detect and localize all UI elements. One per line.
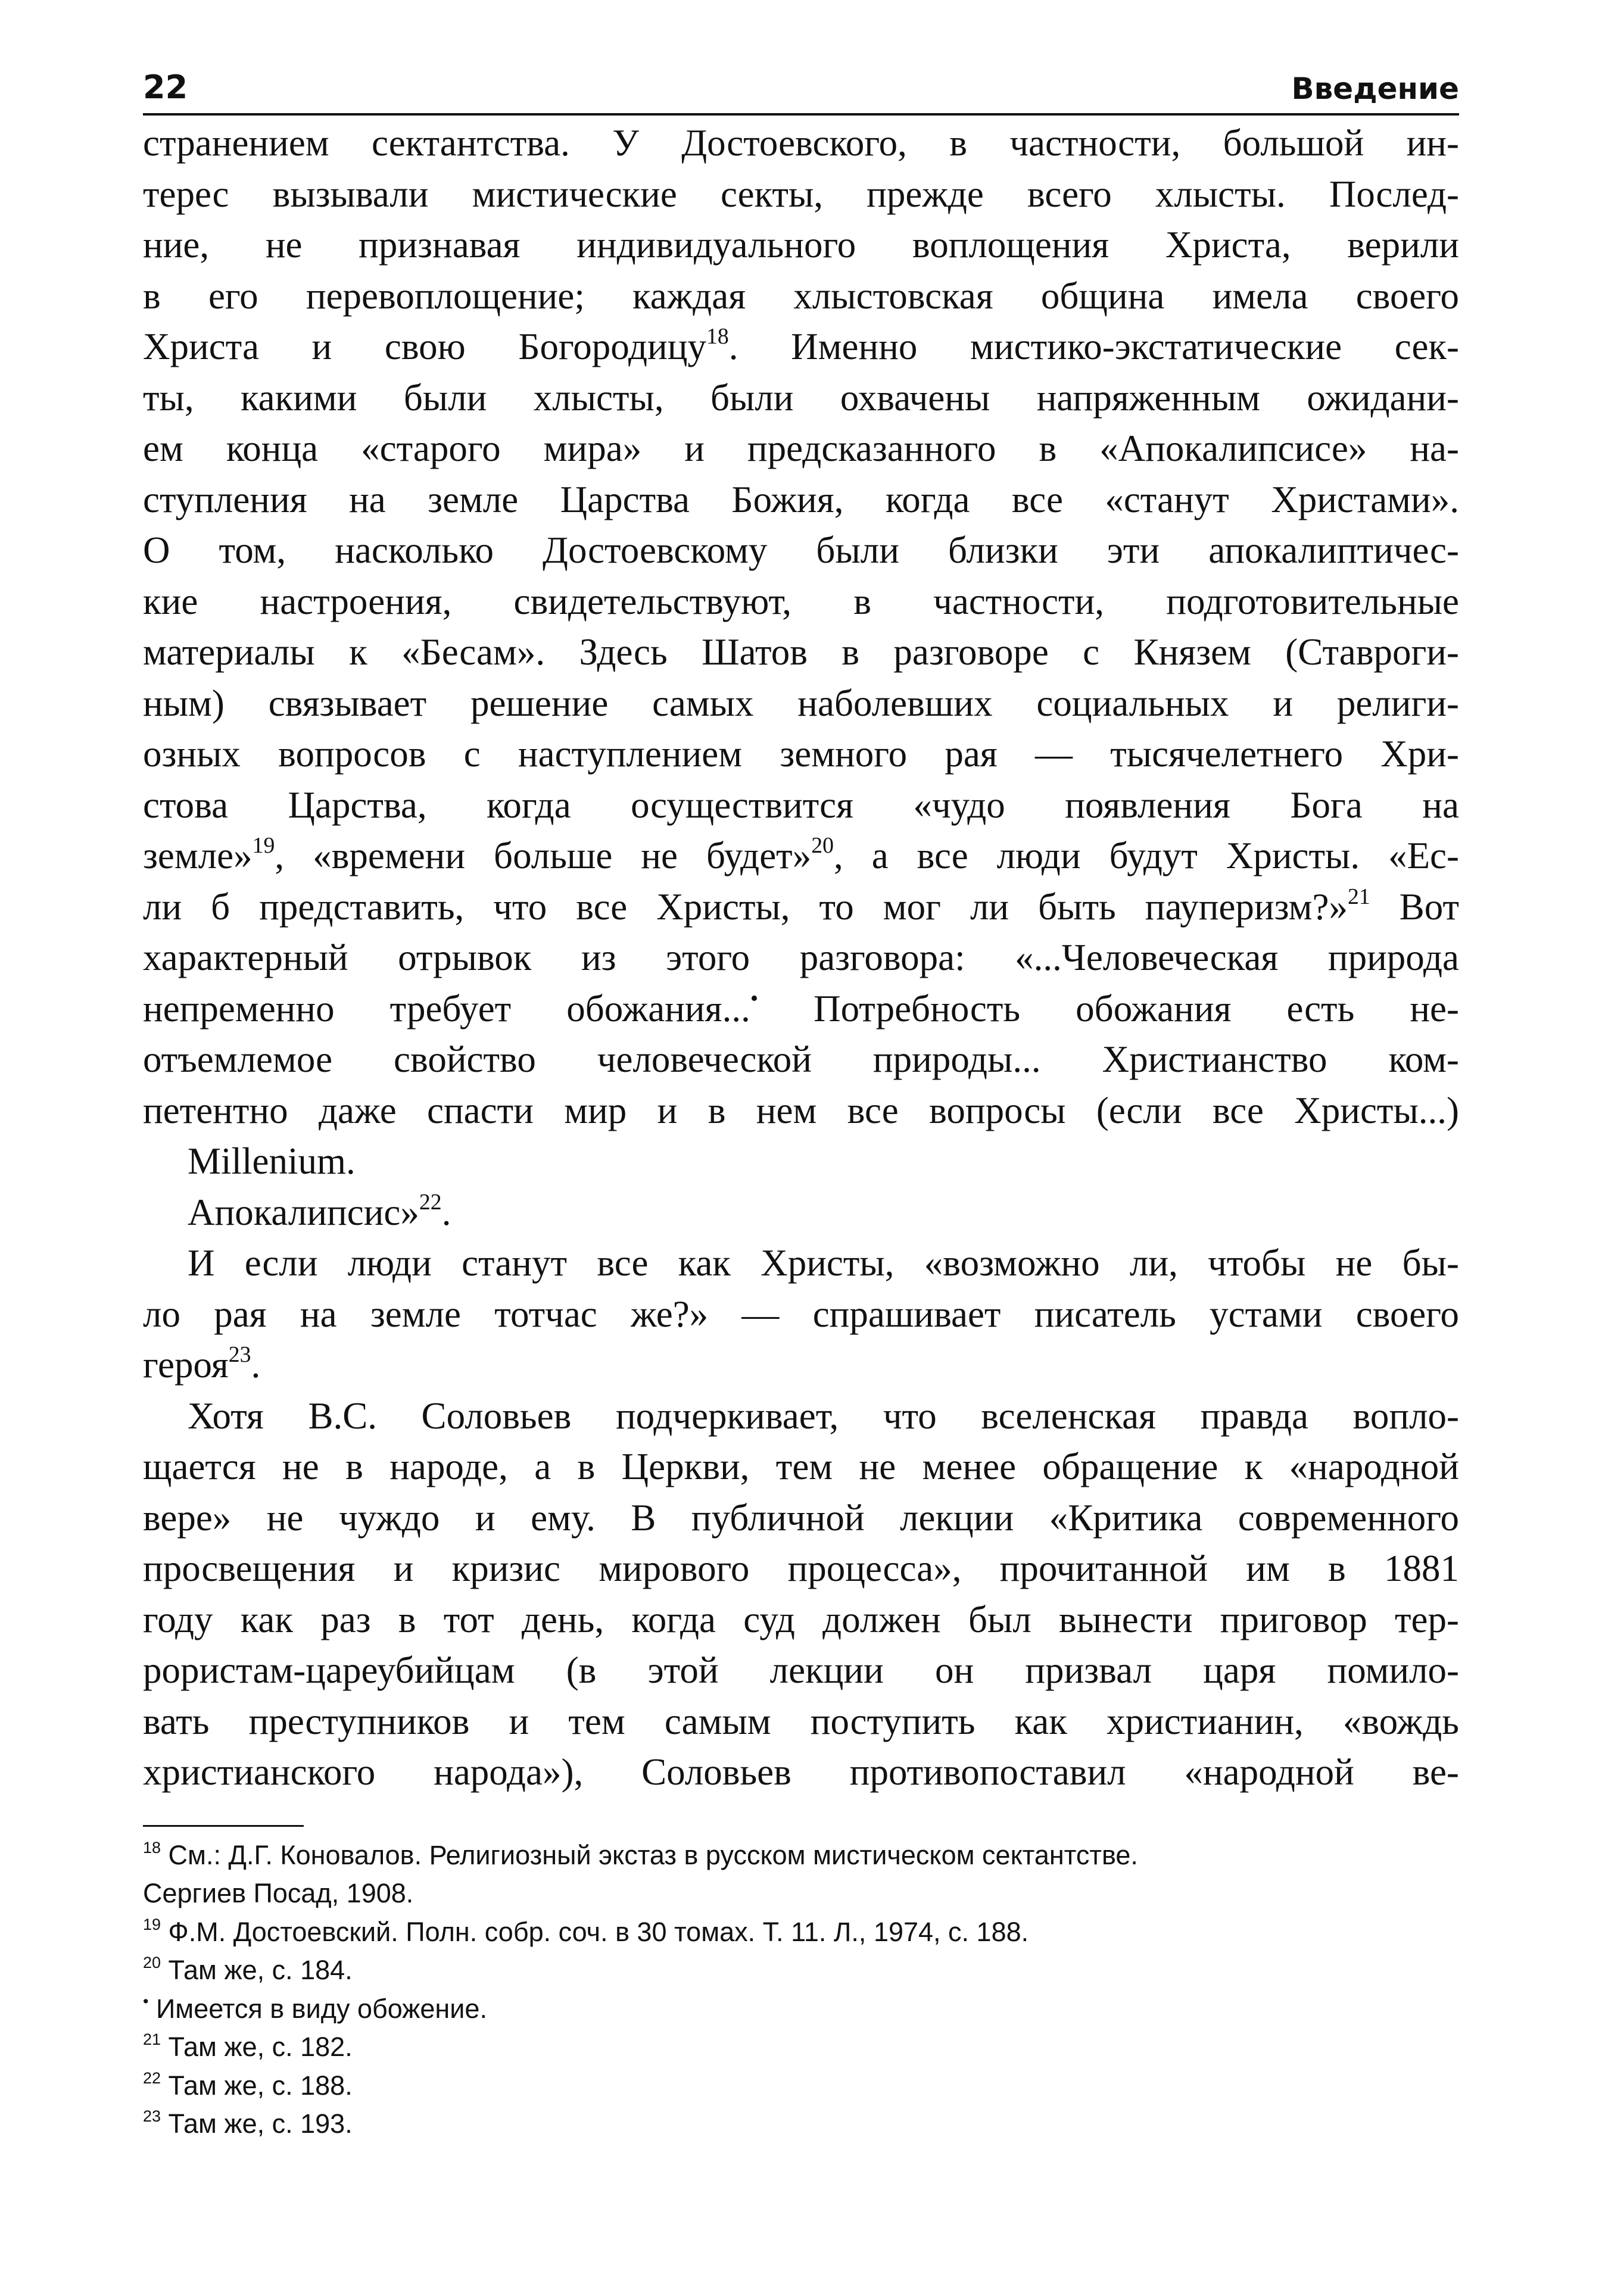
page-number: 22	[143, 68, 188, 106]
text-line	[143, 322, 1459, 373]
footnote-mark: 22	[143, 2069, 161, 2087]
footnote-text: Сергиев Посад, 1908.	[143, 1878, 414, 1908]
text-line: году как раз в тот день, когда суд должен был вынести приговор тер-	[143, 1598, 1459, 1640]
text-line: стова Царства, когда осуществится «чудо появления Бога на	[143, 784, 1459, 826]
footnote-mark: 20	[143, 1954, 161, 1972]
text-segment: непременно требует обожания...	[143, 987, 750, 1030]
text-line: вать преступников и тем самым поступить как христианин, «вождь	[143, 1700, 1459, 1742]
text-line: ным) связывает решение самых наболевших социальных и религи-	[143, 682, 1459, 724]
text-segment: , а все люди будут Христы. «Ес-	[834, 835, 1459, 876]
text-line: материалы к «Бесам». Здесь Шатов в разговоре с Князем (Ставроги-	[143, 631, 1459, 673]
footnote-ref: 22	[419, 1189, 442, 1215]
text-line: озных вопросов с наступлением земного рая — тысячелетнего Хри-	[143, 733, 1459, 775]
footnote-text: Там же, с. 182.	[161, 2032, 353, 2062]
footnote-ref: 21	[1347, 884, 1370, 909]
text-segment: .	[251, 1344, 261, 1386]
footnote	[143, 1836, 1459, 1875]
footnote	[143, 2028, 1459, 2067]
footnote-mark: •	[143, 1992, 149, 2010]
text-segment: ли б представить, что все Христы, то мог ли быть пауперизм?»	[143, 885, 1348, 928]
text-segment: Вот	[1370, 885, 1459, 928]
footnote-mark: 23	[143, 2107, 161, 2126]
text-line: характерный отрывок из этого разговора: «...Человеческая природа	[143, 937, 1459, 978]
text-line: в его перевоплощение; каждая хлыстовская община имела своего	[143, 274, 1459, 317]
text-line: О том, насколько Достоевскому были близки эти апокалиптичес-	[143, 529, 1459, 571]
section-title: Введение	[1291, 71, 1459, 106]
text-line: терес вызывали мистические секты, прежде всего хлысты. Послед-	[143, 173, 1459, 215]
footnote-text: Там же, с. 184.	[161, 1955, 353, 1985]
text-line	[143, 984, 1459, 1035]
text-segment: , «времени больше не будет»	[275, 835, 812, 876]
text-line: рористам-цареубийцам (в этой лекции он призвал царя помило-	[143, 1649, 1459, 1691]
text-segment: Христа и свою Богородицу	[143, 326, 706, 367]
footnote-ref: 23	[228, 1342, 251, 1368]
footnote-mark: 19	[143, 1915, 161, 1933]
text-line: ем конца «старого мира» и предсказанного в «Апокалипсисе» на-	[143, 428, 1459, 469]
text-line: отъемлемое свойство человеческой природы... Христианство ком-	[143, 1038, 1459, 1080]
footnote	[143, 1913, 1459, 1952]
footnote-text: Там же, с. 193.	[161, 2108, 353, 2139]
footnote-text: Там же, с. 188.	[161, 2070, 353, 2101]
text-line: И если люди станут все как Христы, «возможно ли, чтобы не бы-	[188, 1242, 1459, 1284]
text-line: петентно даже спасти мир и в нем все вопросы (если все Христы...)	[143, 1089, 1459, 1131]
text-line: ло рая на земле тотчас же?» — спрашивает писатель устами своего	[143, 1293, 1459, 1335]
book-page	[143, 60, 1459, 2144]
text-segment: .	[441, 1191, 451, 1233]
text-line	[143, 1340, 1459, 1391]
text-line	[143, 831, 1459, 882]
footnote-text: Ф.М. Достоевский. Полн. собр. соч. в 30 томах. Т. 11. Л., 1974, с. 188.	[161, 1916, 1029, 1947]
text-line: кие настроения, свидетельствуют, в частности, подготовительные	[143, 580, 1459, 622]
footnote	[143, 2105, 1459, 2144]
footnote	[143, 2067, 1459, 2105]
text-line: ступления на земле Царства Божия, когда все «станут Христами».	[143, 478, 1459, 520]
footnote	[143, 1990, 1459, 2029]
text-line: Хотя В.С. Соловьев подчеркивает, что вселенская правда вопло-	[188, 1395, 1459, 1437]
text-line: ние, не признавая индивидуального воплощения Христа, верили	[143, 224, 1459, 266]
text-line: просвещения и кризис мирового процесса», прочитанной им в 1881	[143, 1548, 1459, 1589]
footnote	[143, 1874, 1459, 1913]
text-segment: Апокалипсис»	[188, 1191, 419, 1233]
footnote-text: Имеется в виду обожение.	[148, 1993, 487, 2024]
footnote-ref: 18	[706, 324, 729, 350]
footnote-text: См.: Д.Г. Коновалов. Религиозный экстаз в русском мистическом сектантстве.	[161, 1839, 1138, 1870]
footnote-ref: 19	[252, 833, 275, 859]
text-segment: . Именно мистико-экстатические сек-	[728, 326, 1459, 367]
text-line: Millenium.	[188, 1140, 356, 1182]
text-line	[143, 1187, 1459, 1239]
text-line: странением сектантства. У Достоевского, в частности, большой ин-	[143, 122, 1459, 164]
footnote-mark: 21	[143, 2030, 161, 2049]
text-segment: героя	[143, 1344, 229, 1386]
text-line: вере» не чуждо и ему. В публичной лекции «Критика современного	[143, 1496, 1459, 1539]
text-line: щается не в народе, а в Церкви, тем не менее обращение к «народной	[143, 1446, 1459, 1487]
footnote-mark: 18	[143, 1838, 161, 1857]
text-line: христианского народа»), Соловьев противопоставил «народной ве-	[143, 1751, 1459, 1793]
running-header	[143, 60, 1459, 116]
text-segment: Потребность обожания есть не-	[758, 987, 1459, 1030]
text-line: ты, какими были хлысты, были охвачены напряженным ожидани-	[143, 376, 1459, 419]
footnotes	[143, 1836, 1459, 2144]
text-segment: земле»	[143, 835, 253, 876]
footnote-ref: 20	[811, 833, 834, 859]
footnote	[143, 1951, 1459, 1990]
text-line	[143, 882, 1459, 933]
footnote-divider	[143, 1825, 304, 1827]
footnote-ref: •	[750, 985, 759, 1011]
main-text	[143, 118, 1459, 1798]
